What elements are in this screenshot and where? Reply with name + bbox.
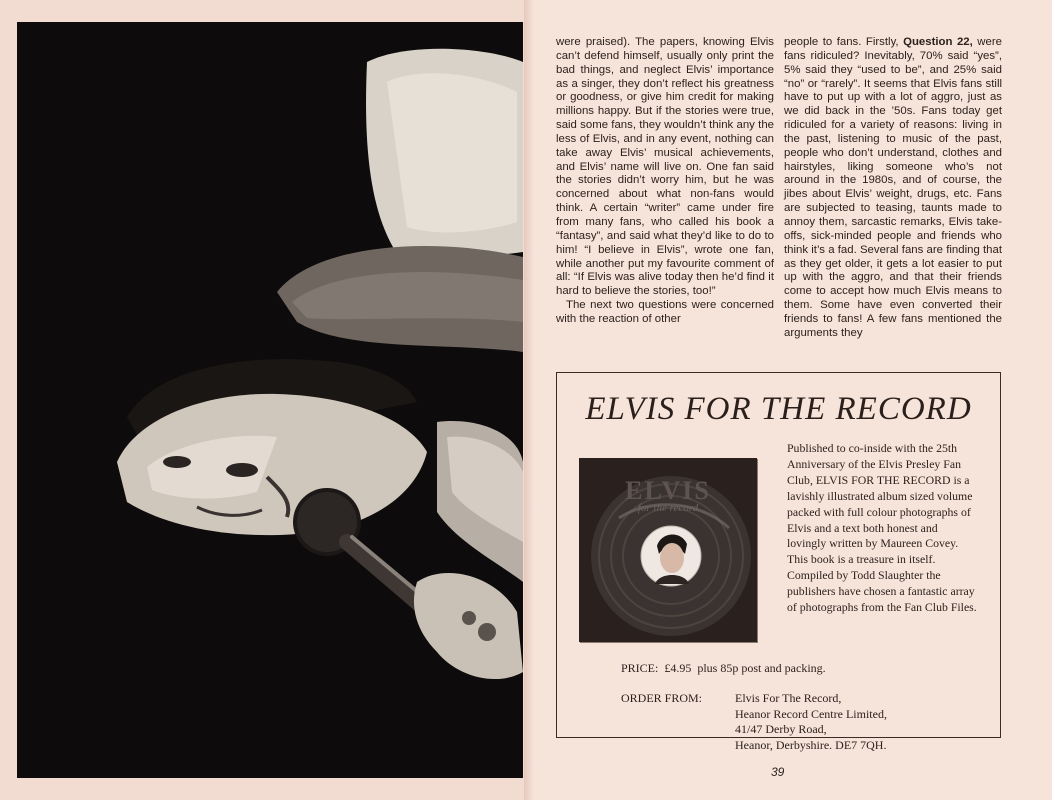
ad-description: Published to co-inside with the 25th Anniversary of the Elvis Presley Fan Club, ELVIS FOR THE RECORD is a lavishly illustrated album sized volume packed with full colour photographs of Elvis and a text both honest and lovingly written by Maureen Covey. This book is a treasure in itself. Compiled by Todd Slaughter the publishers have chosen a fantastic array of photographs from the Fan Club Files. [787, 441, 977, 615]
book-cover-image [579, 458, 757, 642]
article-paragraph: The next two questions were concerned with the reaction of other [556, 299, 774, 325]
address-line: Heanor, Derbyshire. DE7 7QH. [735, 737, 887, 752]
address-line: 41/47 Derby Road, [735, 722, 827, 736]
order-label: ORDER FROM: [621, 691, 703, 705]
question-label: Question 22, [903, 36, 973, 48]
article-column-2 [784, 36, 1002, 341]
order-address [735, 691, 887, 753]
price-label: PRICE: [621, 661, 659, 675]
article-column-1 [556, 36, 774, 327]
elvis-performance-photo [17, 22, 523, 778]
cover-title: ELVIS [625, 476, 711, 505]
page-number: 39 [771, 765, 785, 779]
cover-subtitle: for the record [637, 502, 699, 514]
article-paragraph [784, 36, 1002, 341]
ad-price-line [621, 661, 826, 676]
page-gutter [524, 0, 534, 800]
article-text: people to fans. Firstly, [784, 36, 904, 48]
article-paragraph: were praised). The papers, knowing Elvis can’t defend himself, usually only print the bad things, and neglect Elvis’ importance as a singer, they don’t reflect his greatness or goodness, or give him credit for making millions happy. But if the stories were true, said some fans, they wouldn’t think any the less of Elvis, and in any event, nothing can take away Elvis’ musical achievements, and Elvis’ name will live on. One fan said the stories didn’t worry him, but he was concerned about what non-fans would think. A certain “writer” came under fire from many fans, who called his book a “fantasy”, and said what they’d like to do to him! “I believe in Elvis”, wrote one fan, while another put my favourite comment of all: “If Elvis was alive today then he’d find it hard to believe the stories, too!” [556, 36, 774, 298]
address-line: Heanor Record Centre Limited, [735, 706, 887, 721]
ad-title: ELVIS FOR THE RECORD [585, 391, 972, 427]
book-advertisement [556, 372, 1001, 752]
article-text: were fans ridiculed? Inevitably, 70% said “yes”, 5% said they “used to be”, and 25% said “no” or “rarely”. It seems that Elvis fans still have to put up with a lot of aggro, just as we did back in the ’50s. Fans today get ridiculed for a variety of reasons: living in the past, listening to music of the past, people who don’t understand, clothes and hairstyles, liking someone who’s not around in the 1980s, and of course, the jibes about Elvis’ weight, drugs, etc. Fans are subjected to teasing, taunts made to annoy them, sarcastic remarks, Elvis take-offs, sick-minded people and friends who think it’s a fad. Several fans are finding that as they get older, it gets a lot easier to put up with the aggro, and that their friends come to accept how much Elvis means to them. Some have even converted their friends to fans! A few fans mentioned the arguments they [784, 36, 1002, 339]
address-line: Elvis For The Record, [735, 691, 842, 705]
price-note: plus 85p post and packing. [697, 661, 826, 675]
price-value: £4.95 [664, 661, 692, 675]
